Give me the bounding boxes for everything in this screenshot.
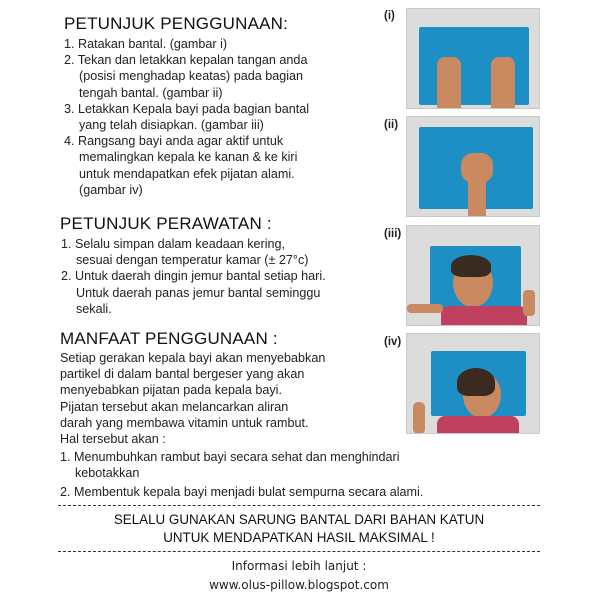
benefits-line: Pijatan tersebut akan melancarkan aliran [60,399,289,414]
figure-label-ii: (ii) [384,119,399,131]
benefit-item-1: 1. Menumbuhkan rambut bayi secara sehat dan menghindari [60,450,400,465]
dashed-divider-bottom [58,551,540,552]
benefits-line: Setiap gerakan kepala bayi akan menyebabkan [60,351,326,365]
care-item-2-line: Untuk daerah panas jemur bantal seminggu [76,285,321,300]
right-hand [491,57,515,109]
notice-box [58,511,540,547]
usage-item-3: 3. Letakkan Kepala bayi pada bagian bantal [64,101,310,116]
baby-arm-right [523,290,535,316]
usage-list [64,36,309,198]
notice-line-2: UNTUK MENDAPATKAN HASIL MAKSIMAL ! [163,530,435,545]
care-item-2-line: sekali. [76,301,112,316]
usage-item-4-line: (gambar iv) [79,182,143,197]
baby-shirt [441,306,527,326]
figure-i-hands-on-pillow [406,8,540,109]
figure-label-iv: (iv) [384,336,402,348]
benefits-title: MANFAAT PENGGUNAAN : [60,329,278,348]
baby-hand [413,402,425,434]
benefit-item-1-line: kebotakkan [75,466,140,481]
baby-hair [451,255,491,277]
usage-item-1: 1. Ratakan bantal. (gambar i) [64,37,228,51]
usage-item-4-line: untuk mendapatkan efek pijatan alami. [79,166,295,181]
dashed-divider-top [58,505,540,506]
benefits-line: partikel di dalam bantal bergeser yang akan [60,367,305,382]
figure-ii-fist-on-pillow [406,116,540,217]
info-url[interactable]: www.olus-pillow.blogspot.com [209,578,389,592]
care-title: PETUNJUK PERAWATAN : [60,214,272,233]
info-block [58,557,540,595]
usage-item-4: 4. Rangsang bayi anda agar aktif untuk [64,134,284,149]
benefits-paragraph [60,350,423,500]
usage-item-2-line: tengah bantal. (gambar ii) [79,85,223,100]
baby-hair [457,368,495,396]
care-item-2: 2. Untuk daerah dingin jemur bantal setiap hari. [61,269,326,284]
benefits-line: darah yang membawa vitamin untuk rambut. [60,415,309,430]
usage-item-3-line: yang telah disiapkan. (gambar iii) [79,118,264,133]
care-item-1: 1. Selalu simpan dalam keadaan kering, [61,237,286,251]
usage-item-2: 2. Tekan dan letakkan kepalan tangan anda [64,53,308,68]
care-item-1-line: sesuai dengan temperatur kamar (± 27°c) [76,253,309,268]
benefits-line: menyebabkan pijatan pada kepala bayi. [60,383,282,398]
figure-iii-baby-on-pillow [406,225,540,326]
usage-item-4-line: memalingkan kepala ke kanan & ke kiri [79,150,298,165]
left-hand [437,57,461,109]
usage-title: PETUNJUK PENGGUNAAN: [64,14,289,33]
benefits-line: Hal tersebut akan : [60,432,166,447]
figure-iv-baby-turning-head [406,333,540,434]
care-list [61,236,326,317]
notice-line-1: SELALU GUNAKAN SARUNG BANTAL DARI BAHAN KATUN [113,512,485,527]
benefit-item-2: 2. Membentuk kepala bayi menjadi bulat sempurna secara alami. [60,484,424,499]
baby-shirt [437,416,519,434]
info-label: Informasi lebih lanjut : [231,559,367,573]
figure-label-iii: (iii) [384,228,402,240]
usage-item-2-line: (posisi menghadap keatas) pada bagian [79,69,304,84]
forearm [468,179,486,217]
figure-label-i: (i) [384,10,395,22]
baby-arm-left [407,304,443,313]
